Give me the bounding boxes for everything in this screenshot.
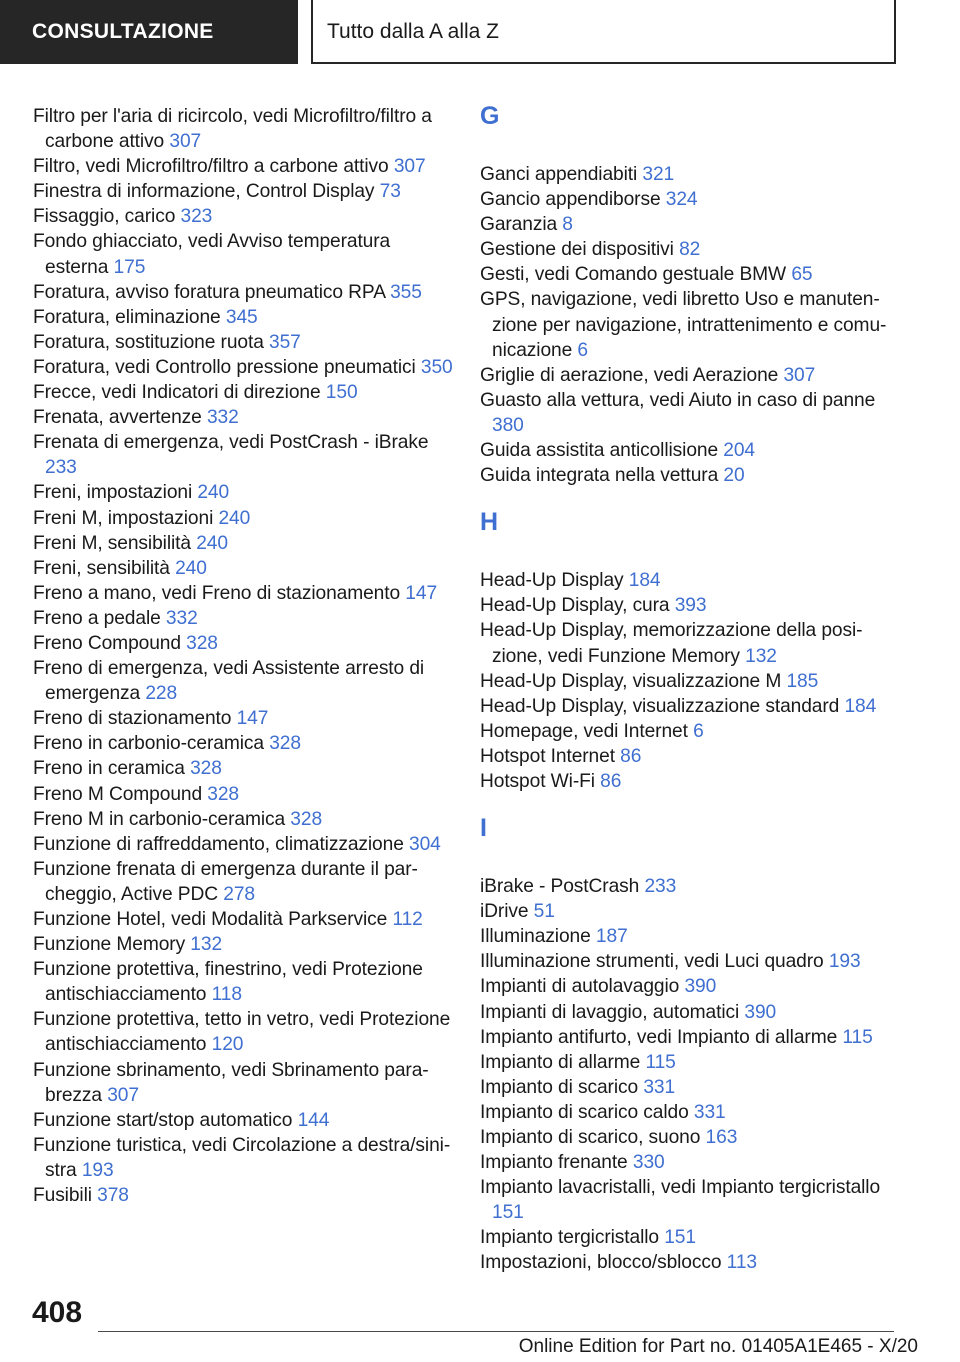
- index-entry-text: Guida integrata nella vettura: [480, 465, 719, 487]
- index-page-link[interactable]: 228: [145, 683, 178, 705]
- index-entry-text: Finestra di informazione, Control Display: [33, 181, 375, 203]
- index-entry: [480, 899, 900, 924]
- index-entry: [33, 606, 453, 631]
- index-page-link[interactable]: 390: [684, 976, 717, 998]
- index-entry: [480, 262, 900, 287]
- index-page-link[interactable]: 390: [744, 1001, 777, 1023]
- index-entry-text: Foratura, avviso foratura pneumatico RPA: [33, 281, 385, 303]
- index-page-link[interactable]: 331: [693, 1101, 726, 1123]
- index-entry: [33, 506, 453, 531]
- index-entry-text: Guida assistita anticollisione: [480, 440, 719, 462]
- index-page-link[interactable]: 328: [190, 758, 222, 780]
- index-page-link[interactable]: 193: [81, 1159, 114, 1181]
- index-entry-text: Freno Compound: [33, 632, 181, 654]
- index-entry: [480, 1000, 900, 1025]
- index-entry-text: Impostazioni, blocco/sblocco: [480, 1252, 722, 1274]
- index-page-link[interactable]: 328: [269, 733, 301, 755]
- index-entry: [480, 1100, 900, 1125]
- index-page-link[interactable]: 233: [644, 876, 677, 898]
- index-entry-text: Fondo ghiacciato, vedi Avviso temperatura esterna: [33, 231, 391, 278]
- header-section-label: CONSULTAZIONE: [32, 20, 214, 43]
- index-entry: [33, 179, 453, 204]
- index-entry-text: Illuminazione strumenti, vedi Luci quadro: [480, 951, 824, 973]
- index-entry: [33, 857, 453, 907]
- index-entry-text: Funzione Hotel, vedi Modalità Parkservice: [33, 909, 388, 930]
- index-entry: [33, 1007, 453, 1057]
- index-entry-text: Head-Up Display, visualizzazione M: [480, 670, 782, 692]
- index-page-link[interactable]: 82: [679, 239, 701, 261]
- index-entry: [480, 237, 900, 262]
- index-entry-text: Frenata, avvertenze: [33, 407, 202, 429]
- index-entry: [33, 430, 453, 480]
- index-entry-text: Fissaggio, carico: [33, 206, 176, 228]
- index-entry-text: Funzione start/stop automatico: [33, 1109, 293, 1131]
- index-page-link[interactable]: 132: [745, 645, 777, 667]
- header-section-tab: [0, 0, 298, 64]
- index-page-link[interactable]: 240: [197, 482, 230, 504]
- index-page-link[interactable]: 151: [664, 1227, 696, 1249]
- index-entry: [480, 719, 900, 744]
- index-entry-text: Funzione Memory: [33, 934, 186, 956]
- index-entry-text: Impianto di scarico: [480, 1076, 639, 1098]
- index-entry: [480, 694, 900, 719]
- index-entry-text: Impianti di lavaggio, automatici: [480, 1001, 740, 1023]
- index-entry: [480, 769, 900, 794]
- index-entry-text: Fusibili: [33, 1185, 92, 1207]
- index-entry-text: Gancio appendiborse: [480, 189, 661, 211]
- index-page-link[interactable]: 20: [723, 465, 745, 487]
- index-entry: [33, 706, 453, 731]
- index-page-link[interactable]: 328: [207, 783, 239, 805]
- index-entry: [480, 1175, 900, 1225]
- index-page-link[interactable]: 6: [577, 339, 588, 361]
- index-entry-text: iBrake - PostCrash: [480, 876, 640, 898]
- index-entry-text: Head-Up Display, cura: [480, 595, 670, 617]
- index-page-link[interactable]: 307: [783, 364, 816, 386]
- section-spacer: [480, 794, 900, 812]
- index-entry: [33, 807, 453, 832]
- index-entry: [33, 305, 453, 330]
- index-entry: [33, 1183, 453, 1208]
- index-entry: [33, 405, 453, 430]
- index-page-link[interactable]: 147: [236, 708, 269, 730]
- index-page-link[interactable]: 86: [620, 745, 642, 767]
- index-page-link[interactable]: 6: [693, 720, 704, 742]
- index-entry-text: Funzione frenata di emergenza durante il parcheggio, Active PDC: [33, 858, 418, 905]
- index-page-link[interactable]: 240: [175, 557, 207, 579]
- index-page-link[interactable]: 115: [645, 1051, 676, 1073]
- index-page-link[interactable]: 393: [674, 595, 707, 617]
- index-entry-text: Funzione turistica, vedi Circolazione a destra/sinistra: [33, 1134, 451, 1181]
- index-entry: [480, 1075, 900, 1100]
- index-entry-text: Foratura, eliminazione: [33, 306, 221, 328]
- index-page-link[interactable]: 307: [107, 1084, 139, 1106]
- index-entry: [480, 874, 900, 899]
- index-page-link[interactable]: 120: [211, 1034, 244, 1056]
- index-entry-text: Filtro, vedi Microfiltro/filtro a carbone attivo: [33, 156, 389, 178]
- index-page-link[interactable]: 86: [600, 770, 622, 792]
- section-spacer: [480, 844, 900, 874]
- index-page-link[interactable]: 118: [211, 984, 242, 1006]
- index-page-link[interactable]: 328: [186, 632, 218, 654]
- index-entry-text: Filtro per l'aria di ricircolo, vedi Microfiltro/filtro a carbone attivo: [33, 106, 432, 153]
- index-page-link[interactable]: 328: [290, 808, 323, 830]
- index-entry: [480, 669, 900, 694]
- index-entry: [480, 463, 900, 488]
- index-entry: [33, 731, 453, 756]
- index-page-link[interactable]: 355: [390, 281, 422, 303]
- index-page-link[interactable]: 332: [165, 607, 198, 629]
- index-page-link[interactable]: 193: [828, 951, 861, 973]
- index-entry: [33, 380, 453, 405]
- index-entry: [33, 480, 453, 505]
- index-entry: [33, 1058, 453, 1108]
- index-entry-text: Foratura, sostituzione ruota: [33, 331, 264, 353]
- index-entry-text: Homepage, vedi Internet: [480, 720, 688, 742]
- index-entry-text: Freno in carbonio-ceramica: [33, 733, 264, 755]
- index-page-link[interactable]: 112: [392, 909, 423, 930]
- section-spacer: [480, 538, 900, 568]
- index-entry: [33, 154, 453, 179]
- index-page-link[interactable]: 187: [595, 926, 628, 948]
- index-column-left: [33, 104, 453, 1208]
- index-entry: [480, 388, 900, 438]
- index-page-link[interactable]: 330: [632, 1152, 665, 1174]
- index-entry: [33, 656, 453, 706]
- index-page-link[interactable]: 175: [113, 256, 146, 278]
- index-entry-text: Impianto di allarme: [480, 1051, 641, 1073]
- index-entry: [480, 744, 900, 769]
- index-entry-text: Foratura, vedi Controllo pressione pneumatici: [33, 356, 416, 378]
- index-entry-text: Impianto frenante: [480, 1152, 628, 1174]
- page-number: 408: [32, 1296, 83, 1329]
- header-chapter-label: Tutto dalla A alla Z: [327, 20, 499, 43]
- index-letter-heading: H: [480, 508, 499, 537]
- index-entry-text: Impianti di autolavaggio: [480, 976, 680, 998]
- index-entry-text: Freni, sensibilità: [33, 557, 170, 579]
- index-entry-text: Impianto tergicristallo: [480, 1227, 659, 1249]
- index-entry-text: Gestione dei dispositivi: [480, 239, 674, 261]
- index-entry-text: Impianto lavacristalli, vedi Impianto tergicristallo: [480, 1177, 881, 1199]
- index-entry-text: Freno M in carbonio-ceramica: [33, 808, 286, 830]
- index-page-link[interactable]: 307: [169, 131, 202, 153]
- index-letter-heading: G: [480, 102, 500, 130]
- index-column-right: [480, 100, 900, 1276]
- index-entry: [480, 287, 900, 362]
- index-entry: [33, 782, 453, 807]
- index-entry: [33, 932, 453, 957]
- index-entry-text: Freni M, impostazioni: [33, 507, 214, 529]
- index-page-link[interactable]: 151: [492, 1202, 524, 1224]
- index-entry: [480, 1125, 900, 1150]
- index-entry-text: iDrive: [480, 901, 529, 923]
- index-page-link[interactable]: 357: [269, 331, 301, 353]
- footer-edition: Online Edition for Part no. 01405A1E465 - X/20: [518, 1336, 918, 1357]
- index-entry-text: Funzione protettiva, tetto in vetro, vedi Protezione antischiacciamento: [33, 1009, 451, 1056]
- index-entry: [480, 974, 900, 999]
- index-entry-text: Impianto di scarico, suono: [480, 1127, 701, 1148]
- index-page-link[interactable]: 380: [492, 414, 524, 436]
- index-entry: [480, 1225, 900, 1250]
- index-entry-text: Illuminazione: [480, 926, 591, 948]
- index-entry: [480, 438, 900, 463]
- index-entry: [33, 756, 453, 781]
- index-page-link[interactable]: 113: [726, 1252, 757, 1274]
- index-entry: [33, 1108, 453, 1133]
- index-page-link[interactable]: 73: [379, 181, 401, 203]
- index-page-link[interactable]: 147: [405, 582, 438, 604]
- index-entry-text: Head-Up Display: [480, 570, 624, 592]
- index-entry: [33, 229, 453, 279]
- index-entry-text: Impianto di scarico caldo: [480, 1101, 689, 1123]
- index-page-link[interactable]: 307: [393, 156, 426, 178]
- index-entry-text: Freno di emergenza, vedi Assistente arresto di emergenza: [33, 658, 425, 705]
- index-entry: [33, 204, 453, 229]
- index-entry: [480, 1025, 900, 1050]
- index-entry: [33, 280, 453, 305]
- index-page-link[interactable]: 163: [705, 1127, 738, 1148]
- index-page-link[interactable]: 278: [223, 883, 255, 905]
- index-page-link[interactable]: 233: [45, 457, 77, 479]
- index-entry: [480, 1150, 900, 1175]
- section-spacer: [480, 132, 900, 162]
- index-entry: [480, 1050, 900, 1075]
- index-entry-text: Ganci appendiabiti: [480, 164, 638, 185]
- index-entry-text: Hotspot Wi-Fi: [480, 770, 595, 792]
- index-entry-text: Gesti, vedi Comando gestuale BMW: [480, 264, 787, 286]
- index-page-link[interactable]: 51: [533, 901, 555, 923]
- footer-divider: [98, 1331, 894, 1332]
- index-entry: [480, 949, 900, 974]
- index-entry-text: Freno in ceramica: [33, 758, 185, 780]
- index-entry-text: Funzione protettiva, finestrino, vedi Protezione antischiacciamento: [33, 959, 423, 1006]
- index-entry-text: Frecce, vedi Indicatori di direzione: [33, 382, 321, 404]
- index-page-link[interactable]: 115: [842, 1026, 873, 1048]
- index-entry-text: Freno di stazionamento: [33, 708, 232, 730]
- index-entry: [33, 907, 453, 932]
- index-page-link[interactable]: 65: [791, 264, 813, 286]
- index-letter-heading: I: [480, 814, 487, 843]
- index-entry: [480, 162, 900, 187]
- index-page-link[interactable]: 150: [325, 382, 358, 404]
- index-entry-text: Freni, impostazioni: [33, 482, 193, 504]
- index-entry-text: Head-Up Display, visualizzazione standard: [480, 695, 840, 717]
- index-entry-text: Head-Up Display, memorizzazione della posizione, vedi Funzione Memory: [480, 620, 863, 667]
- section-spacer: [480, 488, 900, 506]
- index-page-link[interactable]: 345: [225, 306, 258, 328]
- index-page-link[interactable]: 8: [562, 214, 573, 236]
- index-entry-text: Griglie di aerazione, vedi Aerazione: [480, 364, 779, 386]
- index-page-link[interactable]: 240: [218, 507, 251, 529]
- index-entry-text: Garanzia: [480, 214, 558, 236]
- index-entry: [480, 924, 900, 949]
- index-page-link[interactable]: 184: [844, 695, 877, 717]
- index-page-link[interactable]: 331: [643, 1076, 676, 1098]
- index-entry-text: Freno M Compound: [33, 783, 203, 805]
- index-page-link[interactable]: 144: [297, 1109, 330, 1131]
- index-page-link[interactable]: 378: [97, 1185, 129, 1207]
- index-entry-text: GPS, navigazione, vedi libretto Uso e manutenzione per navigazione, intrattenimento e comunicazione: [480, 289, 887, 361]
- index-entry: [480, 593, 900, 618]
- index-entry: [33, 832, 453, 857]
- index-entry: [480, 212, 900, 237]
- index-page-link[interactable]: 240: [196, 532, 228, 554]
- index-entry: [33, 104, 453, 154]
- index-entry: [480, 568, 900, 593]
- index-entry-text: Frenata di emergenza, vedi PostCrash - iBrake: [33, 432, 429, 454]
- index-entry: [33, 1133, 453, 1183]
- index-entry: [33, 330, 453, 355]
- index-entry-text: Hotspot Internet: [480, 745, 615, 767]
- index-page-link[interactable]: 185: [786, 670, 819, 692]
- index-page-link[interactable]: 332: [206, 407, 239, 429]
- index-entry-text: Impianto antifurto, vedi Impianto di allarme: [480, 1026, 838, 1048]
- index-entry: [480, 363, 900, 388]
- index-page-link[interactable]: 132: [190, 934, 223, 956]
- index-entry-text: Funzione sbrinamento, vedi Sbrinamento parabrezza: [33, 1059, 429, 1106]
- index-page-link[interactable]: 323: [180, 206, 213, 228]
- index-entry-text: Freni M, sensibilità: [33, 532, 191, 554]
- index-entry-text: Funzione di raffreddamento, climatizzazione: [33, 833, 404, 855]
- index-entry-text: Freno a mano, vedi Freno di stazionamento: [33, 582, 401, 604]
- index-page-link[interactable]: 350: [420, 356, 453, 378]
- index-page-link[interactable]: 321: [642, 164, 675, 185]
- index-entry: [480, 187, 900, 212]
- index-entry: [33, 355, 453, 380]
- index-entry: [33, 581, 453, 606]
- index-entry: [33, 531, 453, 556]
- index-page-link[interactable]: 184: [628, 570, 661, 592]
- index-entry-text: Guasto alla vettura, vedi Aiuto in caso di panne: [480, 389, 876, 411]
- index-entry: [33, 957, 453, 1007]
- index-page-link[interactable]: 324: [665, 189, 698, 211]
- index-entry: [33, 556, 453, 581]
- index-entry: [33, 631, 453, 656]
- index-entry: [480, 1250, 900, 1275]
- index-page-link[interactable]: 304: [409, 833, 441, 855]
- index-entry-text: Freno a pedale: [33, 607, 161, 629]
- index-entry: [480, 618, 900, 668]
- header-chapter-tab: [311, 0, 896, 64]
- index-page-link[interactable]: 204: [723, 440, 755, 462]
